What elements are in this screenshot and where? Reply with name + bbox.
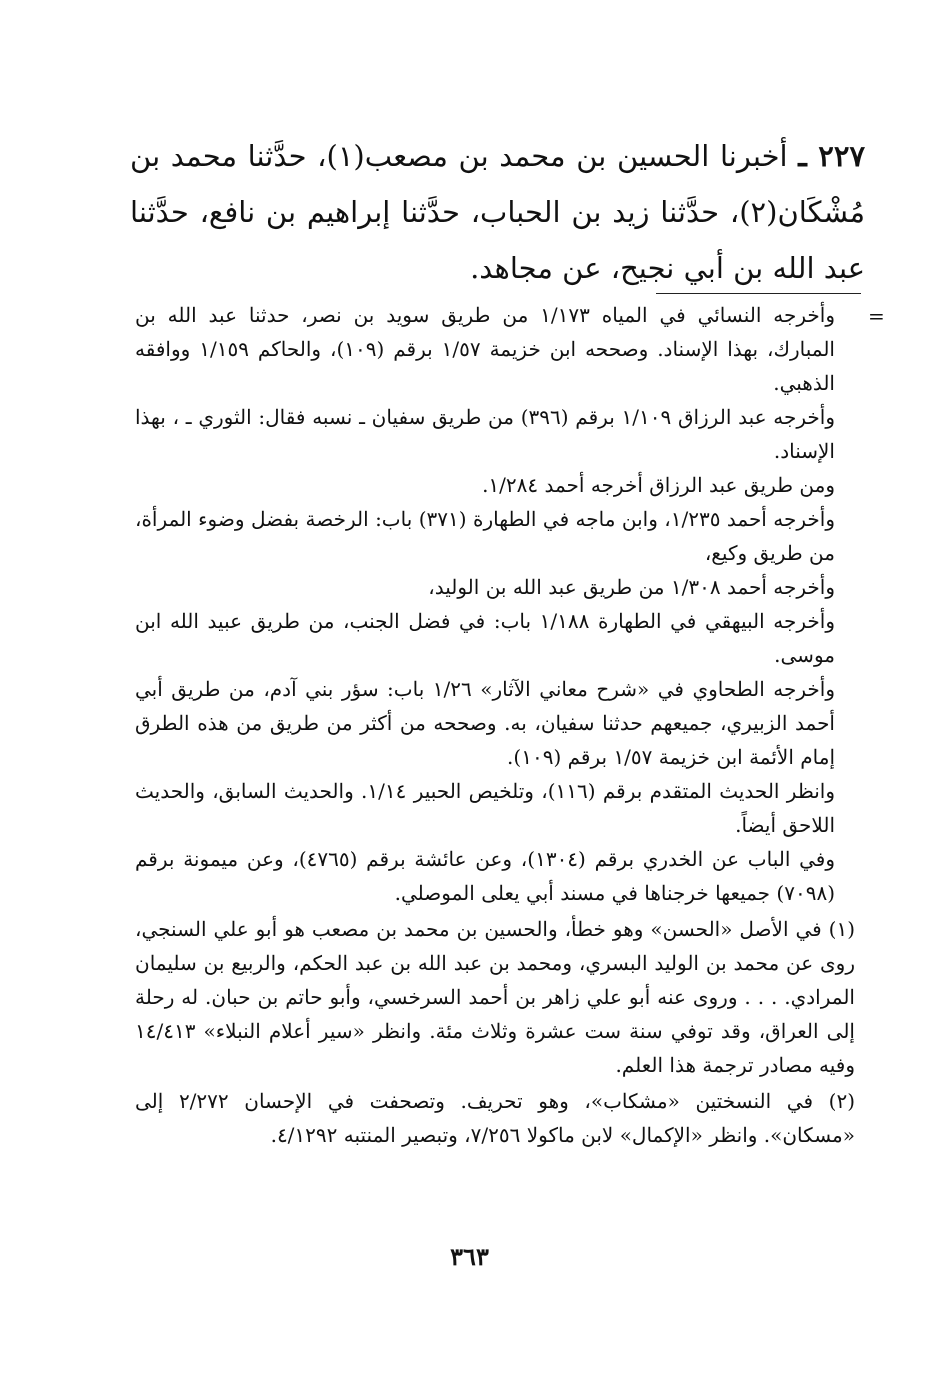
note-paragraph: وأخرجه الطحاوي في «شرح معاني الآثار» ١/٢٦ باب: سؤر بني آدم، من طريق أبي أحمد الزبيري، جميعهم حدثنا سفيان، به. وصححه من أكثر من طريق من هذه الطرق إمام الأئمة ابن خزيمة ١/٥٧ برقم (١٠٩).	[135, 677, 835, 769]
note-paragraph: وفي الباب عن الخدري برقم (١٣٠٤)، وعن عائشة برقم (٤٧٦٥)، وعن ميمونة برقم (٧٠٩٨) جميعها خرجناها في مسند أبي يعلى الموصلي.	[135, 847, 835, 905]
hadith-number: ٢٢٧ ـ	[798, 139, 866, 173]
page-number: ٣٦٣	[450, 1242, 489, 1271]
note-paragraph: وأخرجه البيهقي في الطهارة ١/١٨٨ باب: في فضل الجنب، من طريق عبيد الله ابن موسى.	[135, 609, 835, 667]
note-paragraph: وأخرجه أحمد ١/٣٠٨ من طريق عبد الله بن الوليد،	[428, 575, 835, 599]
footnote-2: (٢) في النسختين «مشكاب»، وهو تحريف. وتصحفت في الإحسان ٢/٢٧٢ إلى «مسكان». وانظر «الإكمال» لابن ماكولا ٧/٢٥٦، وتبصير المنتبه ٤/١٢٩٢.	[135, 1089, 855, 1147]
hadith-text: أخبرنا الحسين بن محمد بن مصعب(١)، حدَّثنا محمد بن مُشْكَان(٢)، حدَّثنا زيد بن الحباب، حدَّثنا إبراهيم بن نافع، حدَّثنا عبد الله بن أبي نجيح، عن مجاهد.	[130, 139, 865, 285]
footnote-1: (١) في الأصل «الحسن» وهو خطأ، والحسين بن محمد بن مصعب هو أبو علي السنجي، روى عن محمد بن الوليد البسري، ومحمد بن عبد الله بن عبد الحكم، والربيع بن سليمان المرادي. . . . وروى عنه أبو علي زاهر بن أحمد السرخسي، وأبو حاتم بن حبان. له رحلة إلى العراق، وقد توفي سنة ست عشرة وثلاث مئة. وانظر «سير أعلام النبلاء» ١٤/٤١٣ وفيه مصادر ترجمة هذا العلم.	[135, 917, 855, 1077]
notes-block	[135, 298, 855, 1152]
note-paragraph: وأخرجه النسائي في المياه ١/١٧٣ من طريق سويد بن نصر، حدثنا عبد الله بن المبارك، بهذا الإسناد. وصححه ابن خزيمة ١/٥٧ برقم (١٠٩)، والحاكم ١/١٥٩ ووافقه الذهبي.	[135, 303, 835, 395]
hadith-text-block	[130, 128, 865, 296]
note-paragraph: وانظر الحديث المتقدم برقم (١١٦)، وتلخيص الحبير ١/١٤. والحديث السابق، والحديث اللاحق أيضاً.	[135, 779, 836, 837]
note-paragraph: وأخرجه عبد الرزاق ١/١٠٩ برقم (٣٩٦) من طريق سفيان ـ نسبه فقال: الثوري ـ ، بهذا الإسناد.	[135, 405, 835, 463]
separator-rule	[656, 293, 861, 294]
note-paragraph: ومن طريق عبد الرزاق أخرجه أحمد ١/٢٨٤.	[482, 473, 835, 497]
note-paragraph: وأخرجه أحمد ١/٢٣٥، وابن ماجه في الطهارة (٣٧١) باب: الرخصة بفضل وضوء المرأة، من طريق وكيع،	[135, 507, 835, 565]
continuation-mark: =	[868, 304, 885, 328]
